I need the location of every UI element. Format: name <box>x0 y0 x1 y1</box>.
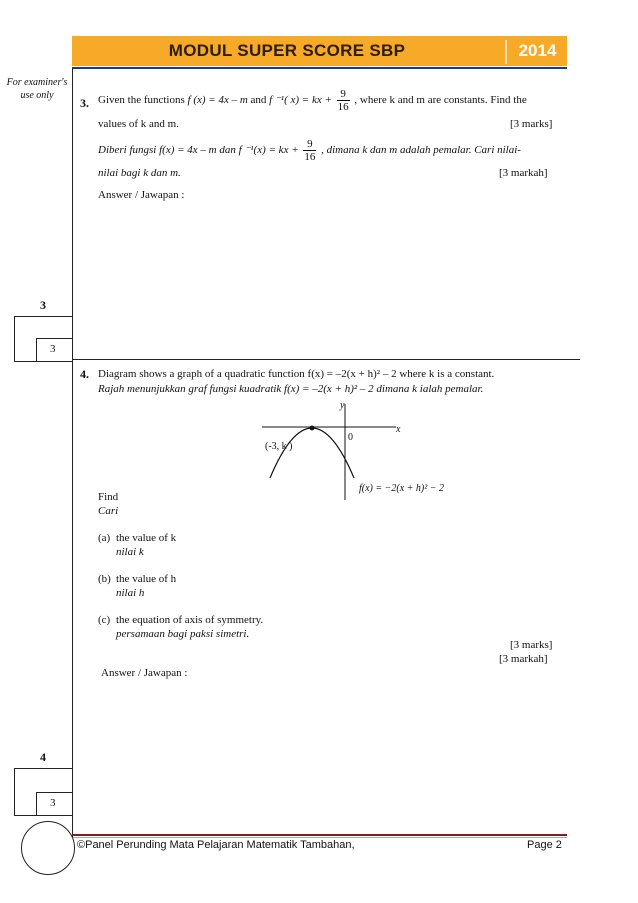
header-title: MODUL SUPER SCORE SBP <box>168 41 406 60</box>
q4-en-line: Diagram shows a graph of a quadratic function f(x) = –2(x + h)² – 2 where k is a constant. <box>98 368 495 380</box>
q3-finv: f ⁻¹( x) = kx + <box>269 94 332 107</box>
q3-en-tail: , where k and m are constants. Find the <box>354 94 527 107</box>
q4-score-value: 3 <box>50 797 56 809</box>
q4-part-c-en: the equation of axis of symmetry. <box>116 614 264 626</box>
graph-curve-label: f(x) = −2(x + h)² − 2 <box>359 483 444 494</box>
q3-ms-lead: Diberi fungsi f(x) = 4x – m dan <box>98 144 236 157</box>
page-number: Page 2 <box>527 839 562 851</box>
graph-x-label: x <box>396 424 401 435</box>
page-circle <box>21 821 75 875</box>
q4-part-c-ms: persamaan bagi paksi simetri. <box>116 628 250 640</box>
q4-part-b-ms: nilai h <box>116 587 145 599</box>
q4-part-a-label: (a) <box>98 532 111 544</box>
q4-part-b-en: the value of h <box>116 573 177 585</box>
footer-rule <box>72 834 567 836</box>
q3-number: 3. <box>80 96 89 110</box>
q4-find-ms: Cari <box>98 505 119 517</box>
q3-answer-label: Answer / Jawapan : <box>98 189 185 201</box>
q3-en-line2: values of k and m. <box>98 118 179 130</box>
q3-en-lead: Given the functions <box>98 94 185 107</box>
q3-and: and <box>250 94 267 107</box>
q4-score-label: 4 <box>40 750 46 764</box>
graph-origin-label: 0 <box>348 432 353 443</box>
q3-f-def: f (x) = 4x – m <box>187 94 248 107</box>
q4-marks-ms: [3 markah] <box>499 653 548 665</box>
q4-number: 4. <box>80 367 89 381</box>
graph-y-label: y <box>340 400 345 411</box>
q3-ms-fraction: $\frac{9}{16}$ <box>304 138 316 163</box>
q4-find-en: Find <box>98 491 119 503</box>
q3-ms-finv: f ⁻¹(x) = kx + <box>238 144 299 157</box>
vertex-point <box>310 426 315 431</box>
examiner-note: For examiner's use only <box>6 77 68 101</box>
footer-rule-light <box>72 837 567 838</box>
q4-ms-line: Rajah menunjukkan graf fungsi kuadratik f(x) = –2(x + h)² – 2 dimana k ialah pemalar. <box>98 383 484 395</box>
footer-credit: ©Panel Perunding Mata Pelajaran Matematik Tambahan, <box>77 839 355 851</box>
q3-ms-line2: nilai bagi k dan m. <box>98 167 181 179</box>
header-year: 2014 <box>518 41 557 60</box>
graph-point-label: (-3, k ) <box>265 441 293 452</box>
q3-fraction: $\frac{9}{16}$ <box>337 88 349 113</box>
q3-ms-tail: , dimana k dan m adalah pemalar. Cari nilai- <box>321 144 521 157</box>
q4-part-a-en: the value of k <box>116 532 177 544</box>
q4-part-c-label: (c) <box>98 614 111 626</box>
q4-part-a-ms: nilai k <box>116 546 144 558</box>
q4-marks-en: [3 marks] <box>510 639 553 651</box>
q3-marks-ms: [3 markah] <box>499 167 548 179</box>
q4-answer-label: Answer / Jawapan : <box>101 667 188 679</box>
q3-score-label: 3 <box>40 298 46 312</box>
q4-part-b-label: (b) <box>98 573 111 585</box>
q3-marks-en: [3 marks] <box>510 118 553 130</box>
q3-score-value: 3 <box>50 343 56 355</box>
